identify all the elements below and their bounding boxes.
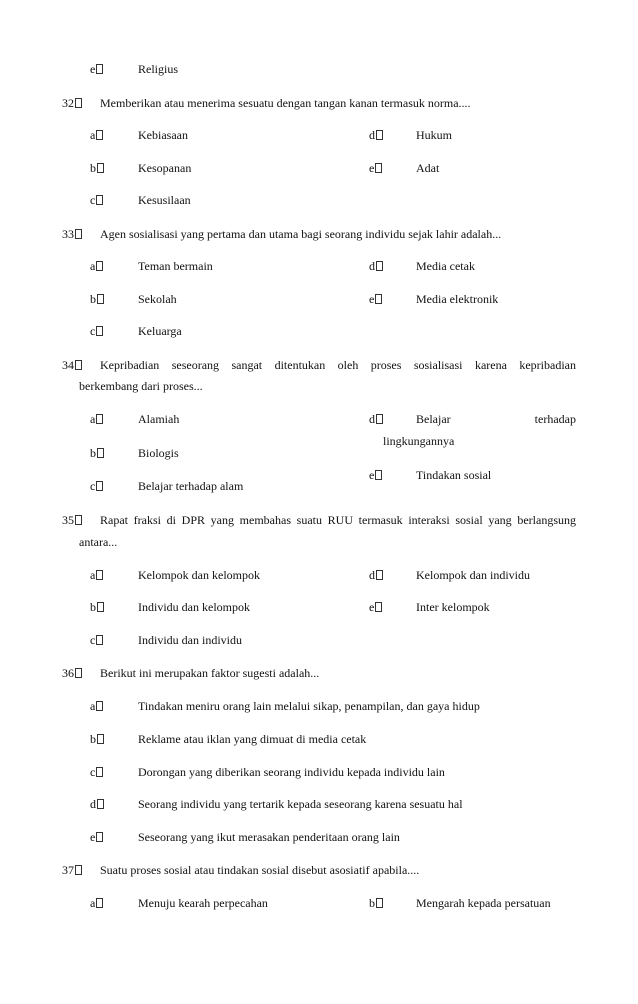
glyph-box-icon	[96, 898, 103, 908]
option-text: Belajar terhadap alam	[138, 479, 244, 493]
glyph-box-icon	[96, 635, 103, 645]
question-text-continued: antara...	[79, 535, 118, 549]
option-text: Seseorang yang ikut merasakan penderitaan orang lain	[138, 830, 400, 844]
question-text: Memberikan atau menerima sesuatu dengan tangan kanan termasuk norma....	[100, 96, 471, 110]
question-text: Agen sosialisasi yang pertama dan utama bagi seorang individu sejak lahir adalah...	[100, 227, 502, 241]
option-letter: c	[90, 479, 103, 493]
option-text: Individu dan individu	[138, 633, 242, 647]
glyph-box-icon	[97, 799, 104, 809]
glyph-box-icon	[97, 448, 104, 458]
option-text: Media cetak	[416, 259, 475, 273]
glyph-box-icon	[96, 326, 103, 336]
option-letter: d	[90, 797, 104, 811]
option-text: Alamiah	[138, 412, 180, 426]
option-letter: e	[90, 830, 103, 844]
glyph-box-icon	[75, 98, 82, 108]
option-letter: e	[369, 161, 382, 175]
option-letter: d	[369, 412, 383, 426]
option-letter: c	[90, 324, 103, 338]
option-text: Teman bermain	[138, 259, 213, 273]
option-letter: d	[369, 128, 383, 142]
glyph-box-icon	[96, 195, 103, 205]
option-letter: c	[90, 633, 103, 647]
glyph-box-icon	[376, 898, 383, 908]
option-letter: a	[90, 699, 103, 713]
glyph-box-icon	[96, 481, 103, 491]
glyph-box-icon	[96, 701, 103, 711]
glyph-box-icon	[375, 294, 382, 304]
glyph-box-icon	[97, 294, 104, 304]
glyph-box-icon	[375, 470, 382, 480]
option-text: Hukum	[416, 128, 452, 142]
option-letter: e	[369, 292, 382, 306]
option-letter: b	[90, 732, 104, 746]
option-text: Kesusilaan	[138, 193, 191, 207]
option-text: Sekolah	[138, 292, 177, 306]
glyph-box-icon	[376, 261, 383, 271]
question-text-continued: berkembang dari proses...	[79, 379, 203, 393]
glyph-box-icon	[75, 360, 82, 370]
option-text: Reklame atau iklan yang dimuat di media cetak	[138, 732, 367, 746]
option-letter: a	[90, 128, 103, 142]
glyph-box-icon	[75, 865, 82, 875]
option-letter: b	[90, 446, 104, 460]
question-text: Kepribadian seseorang sangat ditentukan oleh proses sosialisasi karena kepribadian	[100, 358, 576, 372]
glyph-box-icon	[75, 229, 82, 239]
glyph-box-icon	[376, 130, 383, 140]
option-letter: a	[90, 259, 103, 273]
glyph-box-icon	[375, 163, 382, 173]
glyph-box-icon	[75, 668, 82, 678]
option-letter: a	[90, 896, 103, 910]
option-letter: d	[369, 259, 383, 273]
option-text: Biologis	[138, 446, 179, 460]
question-number: 36	[62, 666, 82, 680]
option-text: Belajar terhadap	[416, 412, 576, 426]
option-text: Keluarga	[138, 324, 182, 338]
glyph-box-icon	[97, 163, 104, 173]
option-text: Mengarah kepada persatuan	[416, 896, 551, 910]
option-text: Seorang individu yang tertarik kepada seseorang karena sesuatu hal	[138, 797, 463, 811]
glyph-box-icon	[376, 414, 383, 424]
glyph-box-icon	[96, 261, 103, 271]
option-letter: e	[90, 62, 103, 76]
option-letter: e	[369, 468, 382, 482]
option-text: Kebiasaan	[138, 128, 188, 142]
option-letter: a	[90, 412, 103, 426]
glyph-box-icon	[75, 515, 82, 525]
glyph-box-icon	[96, 832, 103, 842]
option-letter: b	[90, 600, 104, 614]
option-letter: d	[369, 568, 383, 582]
option-text: Kelompok dan kelompok	[138, 568, 260, 582]
question-text: Rapat fraksi di DPR yang membahas suatu RUU termasuk interaksi sosial yang berlangsung	[100, 513, 576, 527]
glyph-box-icon	[97, 602, 104, 612]
option-text: Media elektronik	[416, 292, 499, 306]
option-text: Individu dan kelompok	[138, 600, 250, 614]
option-letter: c	[90, 765, 103, 779]
glyph-box-icon	[96, 570, 103, 580]
glyph-box-icon	[96, 414, 103, 424]
option-text: Tindakan sosial	[416, 468, 492, 482]
question-number: 32	[62, 96, 82, 110]
question-text: Berikut ini merupakan faktor sugesti adalah...	[100, 666, 320, 680]
option-letter: b	[90, 292, 104, 306]
question-text: Suatu proses sosial atau tindakan sosial disebut asosiatif apabila....	[100, 863, 420, 877]
option-text: Kesopanan	[138, 161, 192, 175]
question-number: 34	[62, 358, 82, 372]
option-text-continued: lingkungannya	[383, 434, 455, 448]
question-number: 35	[62, 513, 82, 527]
glyph-box-icon	[96, 64, 103, 74]
option-letter: b	[369, 896, 383, 910]
option-text: Inter kelompok	[416, 600, 490, 614]
option-text: Kelompok dan individu	[416, 568, 530, 582]
question-number: 33	[62, 227, 82, 241]
glyph-box-icon	[96, 130, 103, 140]
question-number: 37	[62, 863, 82, 877]
glyph-box-icon	[96, 767, 103, 777]
option-text: Adat	[416, 161, 440, 175]
option-text: Religius	[138, 62, 179, 76]
glyph-box-icon	[97, 734, 104, 744]
option-text: Tindakan meniru orang lain melalui sikap, penampilan, dan gaya hidup	[138, 699, 480, 713]
option-letter: c	[90, 193, 103, 207]
glyph-box-icon	[376, 570, 383, 580]
option-letter: e	[369, 600, 382, 614]
glyph-box-icon	[375, 602, 382, 612]
option-letter: a	[90, 568, 103, 582]
option-text: Menuju kearah perpecahan	[138, 896, 268, 910]
option-letter: b	[90, 161, 104, 175]
option-text: Dorongan yang diberikan seorang individu kepada individu lain	[138, 765, 445, 779]
